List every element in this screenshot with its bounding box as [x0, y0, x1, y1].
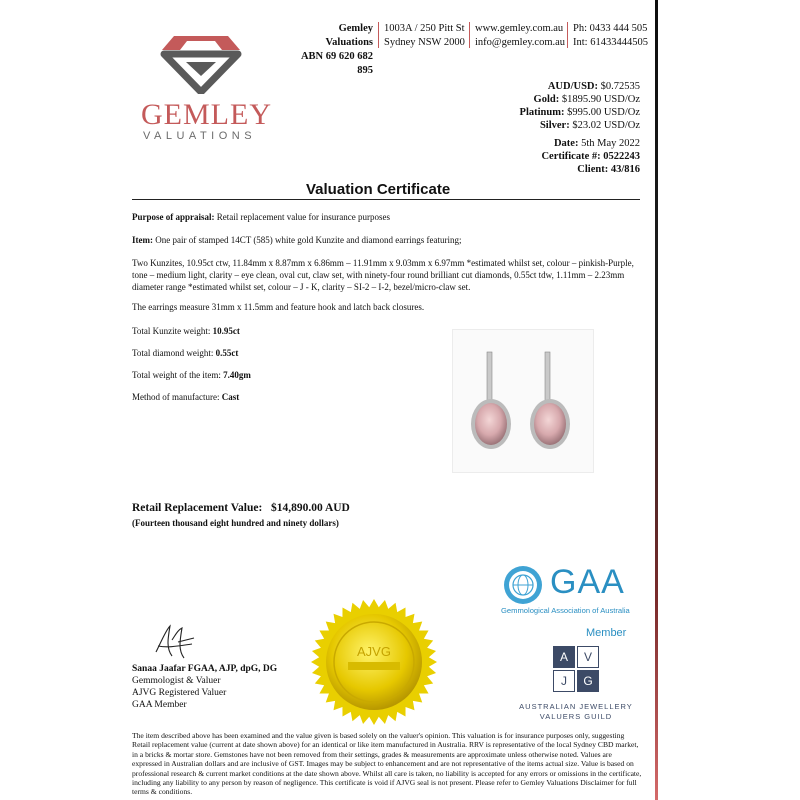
globe-icon — [502, 564, 544, 606]
earrings-image — [453, 330, 593, 472]
address-line2: Sydney NSW 2000 — [384, 37, 465, 48]
signer-role: GAA Member — [132, 700, 187, 710]
metal-rates — [520, 80, 640, 132]
seal-text: AJVG — [357, 644, 391, 659]
rate-row: AUD/USD: $0.72535 — [547, 81, 640, 92]
header-phone — [573, 22, 648, 50]
ajvg-name: AUSTRALIAN JEWELLERY VALUERS GUILD — [519, 702, 633, 721]
signer-role: AJVG Registered Valuer — [132, 688, 227, 698]
disclaimer: The item described above has been examined and the value given is based solely on the valuer's opinion. This valuation is for insurance purposes only, suggesting Retail replacement value (current at date shown above) for an identical or like item manufactured in Australia. RRV is representative of the local Sydney CBD market, in a bricks & mortar store. Gemstones have not been removed from their settings, grades & measurements are approximate unless otherwise noted. Values are expressed in Australian dollars and are inclusive of GST. Images may be subject to enhancement and are not representative of the items actual size. Value is based on professional research & current market conditions at the date shown above. Whilst all care is taken, no liability is accepted for any errors or omissions in the certificate, including any liability to any person by reason of negligence. This certificate is void if AJVG seal is not present. Please refer to Gemley Valuations Disclaimer for full terms & conditions. — [132, 731, 642, 797]
title-rule — [132, 199, 640, 200]
ajvg-seal-icon — [310, 598, 438, 726]
certificate-meta — [541, 137, 640, 176]
ajvg-logo: A V J G — [553, 646, 601, 694]
spec-weight: Total weight of the item: 7.40gm — [132, 370, 251, 380]
header-divider — [469, 22, 470, 48]
address-line1: 1003A / 250 Pitt St — [384, 23, 465, 34]
header-divider — [378, 22, 379, 48]
signer-name: Sanaa Jaafar FGAA, AJP, dpG, DG — [132, 664, 278, 674]
logo-subtitle: VALUATIONS — [143, 130, 257, 142]
header-contact — [475, 22, 565, 50]
company-name: Gemley Valuations — [325, 23, 373, 48]
logo-wordmark: GEMLEY — [141, 98, 272, 131]
sidebar-stripe — [655, 0, 658, 800]
spec-diamond: Total diamond weight: 0.55ct — [132, 348, 239, 358]
rate-row: Silver: $23.02 USD/Oz — [539, 120, 640, 131]
retail-value: Retail Replacement Value: $14,890.00 AUD — [132, 502, 350, 514]
header-company — [290, 22, 373, 78]
company-abn: ABN 69 620 682 895 — [300, 51, 373, 76]
measurements: The earrings measure 31mm x 11.5mm and feature hook and latch back closures. — [132, 302, 425, 312]
intl-phone-number: Int: 61433444505 — [573, 37, 648, 48]
gaa-fullname: Gemmological Association of Australia — [501, 606, 630, 615]
spec-manufacture: Method of manufacture: Cast — [132, 392, 240, 402]
website-link[interactable]: www.gemley.com.au — [475, 23, 564, 34]
rate-row: Gold: $1895.90 USD/Oz — [533, 94, 640, 105]
signer-block — [132, 663, 277, 711]
item-description: Two Kunzites, 10.95ct ctw, 11.84mm x 8.87mm x 6.86mm – 11.91mm x 9.03mm x 6.97mm *estimated whilst set, colour – pinkish-Purple, tone – medium light, clarity – eye clean, oval cut, claw set, with ninety-four round brilliant cut diamonds, 0.55ct tdw, 1.11mm – 2.23mm diameter range *estimated whilst set, colour – J - K, clarity – SI-2 – I-2, bezel/micro-claw set. — [132, 258, 634, 292]
rate-row: Platinum: $995.00 USD/Oz — [519, 107, 640, 118]
email-link[interactable]: info@gemley.com.au — [475, 37, 566, 48]
purpose-line: Purpose of appraisal: Retail replacement value for insurance purposes — [132, 212, 390, 222]
item-line: Item: One pair of stamped 14CT (585) white gold Kunzite and diamond earrings featuring; — [132, 235, 462, 245]
header-divider — [567, 22, 568, 48]
phone-number: Ph: 0433 444 505 — [573, 23, 648, 34]
signer-role: Gemmologist & Valuer — [132, 676, 221, 686]
item-photo — [452, 329, 594, 473]
spec-kunzite: Total Kunzite weight: 10.95ct — [132, 326, 240, 336]
gaa-acronym: GAA — [550, 563, 625, 601]
page-title: Valuation Certificate — [306, 181, 451, 198]
certificate-number-row: Certificate #: 0522243 — [541, 151, 640, 162]
client-row: Client: 43/816 — [577, 164, 640, 175]
header-address — [384, 22, 465, 50]
date-row: Date: 5th May 2022 — [553, 138, 640, 149]
gaa-member: Member — [586, 627, 627, 639]
value-in-words: (Fourteen thousand eight hundred and ninety dollars) — [132, 518, 339, 528]
diamond-icon — [160, 32, 242, 94]
signature — [148, 620, 208, 662]
